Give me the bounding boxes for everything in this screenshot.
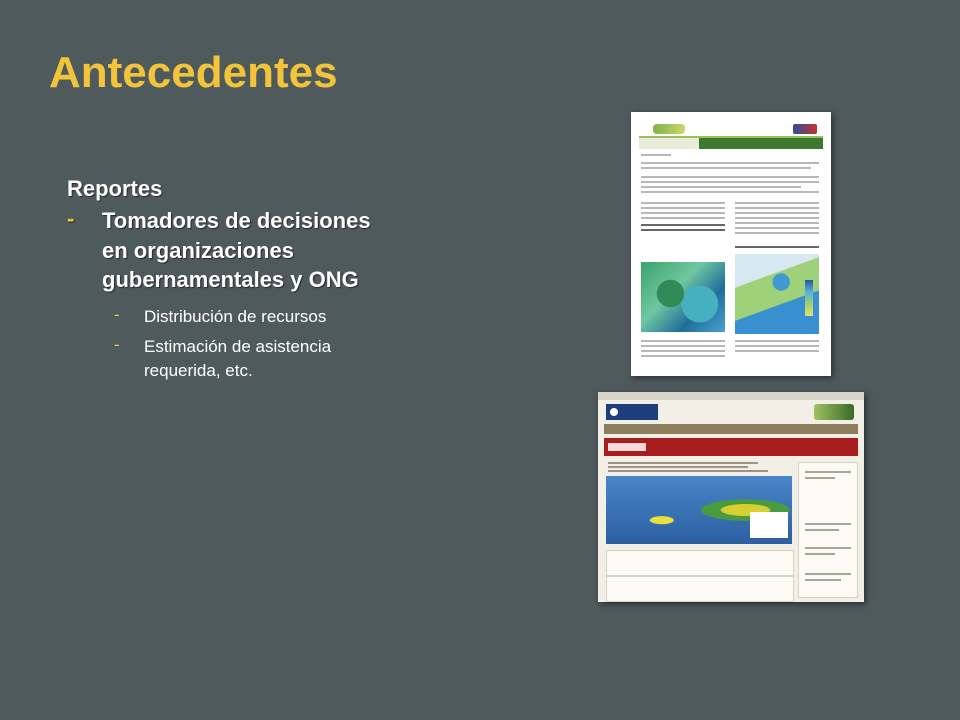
bullet-level2-text: Distribución de recursos: [144, 307, 327, 327]
region-summary-box: [606, 576, 794, 602]
bullet-dash: -: [67, 206, 75, 231]
rainfall-map-image: [641, 262, 725, 332]
central-america-map-image: [735, 254, 819, 334]
africa-map-image: [606, 476, 792, 544]
bullet-dash: -: [114, 305, 120, 325]
region-summary-box: [606, 550, 794, 576]
bullet-level2-text: Estimación de asistencia requerida, etc.: [144, 336, 332, 380]
breaking-news-banner: [604, 438, 858, 456]
bullet-level2: [67, 335, 397, 383]
fews-net-logo-icon: [814, 404, 854, 420]
report-document-thumbnail: [631, 112, 831, 376]
usaid-logo-icon: [606, 404, 658, 420]
report-header-bar: [639, 136, 823, 149]
usaid-logo-icon: [793, 124, 817, 134]
bullet-level1: [67, 206, 397, 295]
section-heading: Reportes: [67, 176, 163, 201]
bullet-level1-text: Tomadores de decisiones en organizaciones gubernamentales y ONG: [102, 208, 371, 293]
fews-net-website-screenshot: [598, 392, 864, 602]
bullet-level2: [67, 305, 397, 329]
slide-title: Antecedentes: [49, 48, 338, 97]
site-nav-bar: [604, 424, 858, 434]
bullet-dash: -: [114, 334, 120, 354]
site-sidebar: [798, 462, 858, 598]
slide-body: [67, 176, 397, 382]
agency-logo-icon: [653, 124, 685, 134]
